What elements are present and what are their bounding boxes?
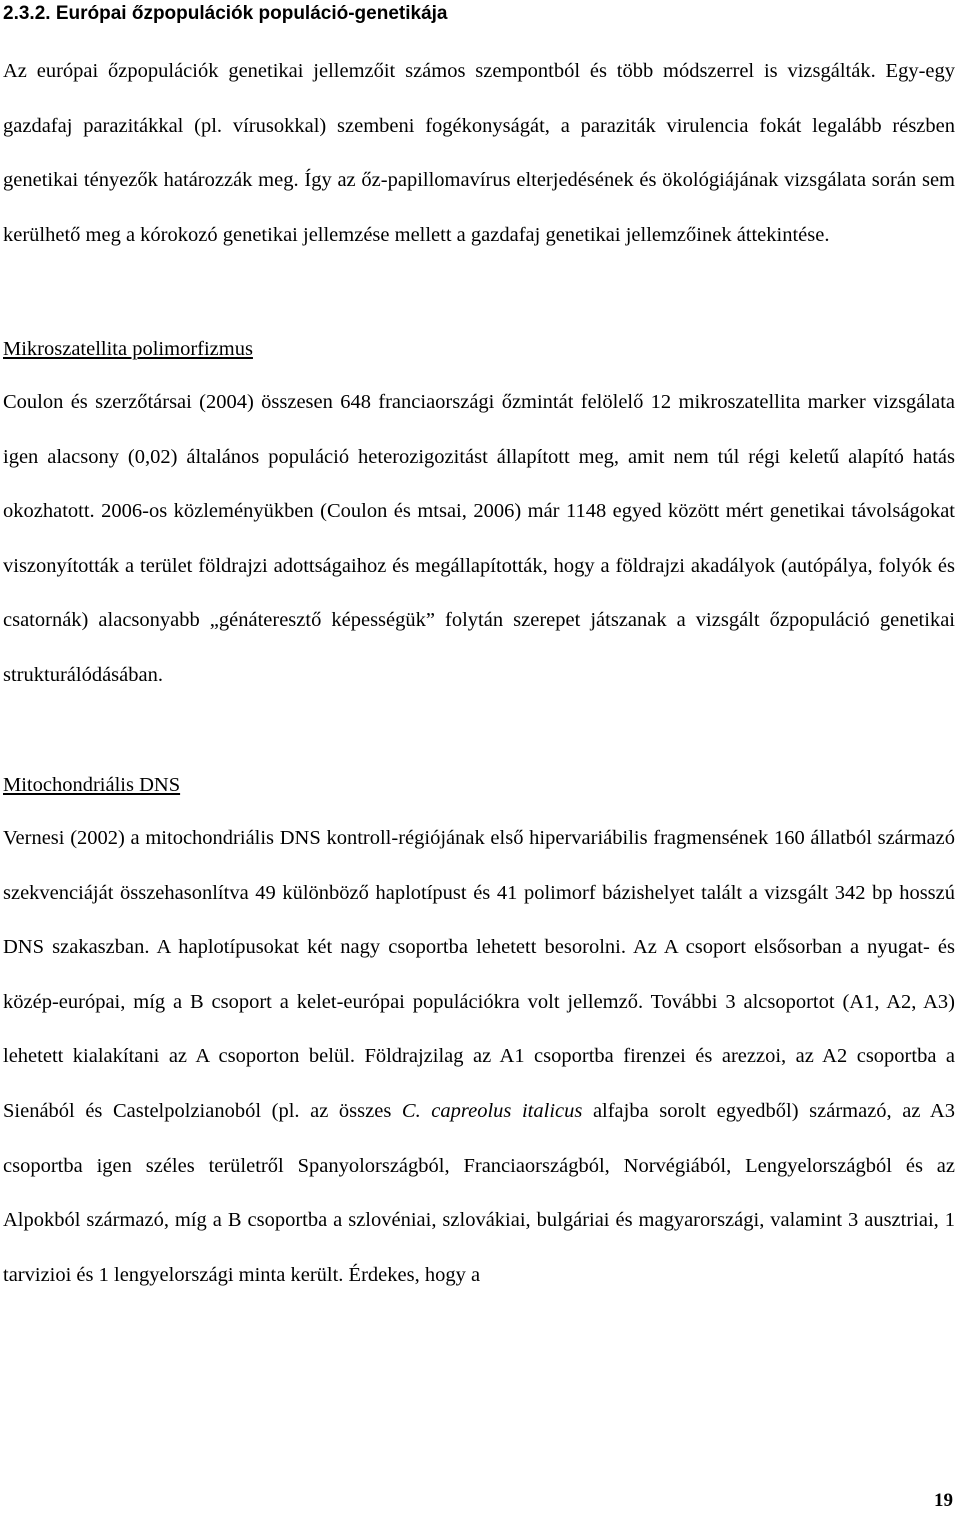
mito-text-part2: alfajba sorolt egyedből) származó, az A3 csoportba igen széles területről Spanyolországból, Franciaországból, Norvégiából, Lengyelországból és az Alpokból származó, míg a B csoportba a szlovéniai, szlovákiai, bulgáriai és magyarországi, valamint 3 ausztriai, 1 tarvizioi és 1 lengyelországi minta került. Érdekes, hogy a	[3, 1099, 955, 1286]
section-heading	[3, 2, 448, 26]
page-number: 19	[934, 1490, 953, 1511]
section-number: 2.3.2.	[3, 3, 51, 24]
subheading-microsatellite: Mikroszatellita polimorfizmus	[3, 338, 253, 360]
species-name: C. capreolus italicus	[401, 1099, 583, 1122]
mito-text-part1: Vernesi (2002) a mitochondriális DNS kontroll-régiójának első hipervariábilis fragmensének 160 állatból származó szekvenciáját összehasonlítva 49 különböző haplotípust és 41 polimorf bázishelyet talált a vizsgált 342 bp hosszú DNS szakaszban. A haplotípusokat két nagy csoportba lehetett besorolni. Az A csoport elsősorban a nyugat- és közép-európai, míg a B csoport a kelet-európai populációkra volt jellemző. További 3 alcsoportot (A1, A2, A3) lehetett kialakítani az A csoporton belül. Földrajzilag az A1 csoportba firenzei és arezzoi, az A2 csoportba a Sienából és Castelpolzianoból (pl. az összes	[3, 827, 955, 1122]
mitochondrial-paragraph	[3, 811, 955, 1302]
intro-paragraph: Az európai őzpopulációk genetikai jellemzőit számos szempontból és több módszerrel is vizsgálták. Egy-egy gazdafaj parazitákkal (pl. vírusokkal) szembeni fogékonyságát, a paraziták virulencia fokát legalább részben genetikai tényezők határozzák meg. Így az őz-papillomavírus elterjedésének és ökológiájának vizsgálata során sem kerülhető meg a kórokozó genetikai jellemzése mellett a gazdafaj genetikai jellemzőinek áttekintése.	[3, 60, 955, 246]
document-page	[3, 0, 955, 1514]
section-title: Európai őzpopulációk populáció-genetikája	[55, 3, 448, 24]
subheading-mitochondrial: Mitochondriális DNS	[3, 774, 181, 796]
microsatellite-paragraph: Coulon és szerzőtársai (2004) összesen 648 franciaországi őzmintát felölelő 12 mikroszatellita marker vizsgálata igen alacsony (0,02) általános populáció heterozigozitást állapított meg, amit nem túl régi keletű alapító hatás okozhatott. 2006-os közleményükben (Coulon és mtsai, 2006) már 1148 egyed között mért genetikai távolságokat viszonyították a terület földrajzi adottságaihoz és megállapították, hogy a földrajzi akadályok (autópálya, folyók és csatornák) alacsonyabb „génáteresztő képességük” folytán szerepet játszanak a vizsgált őzpopuláció genetikai strukturálódásában.	[3, 391, 955, 686]
